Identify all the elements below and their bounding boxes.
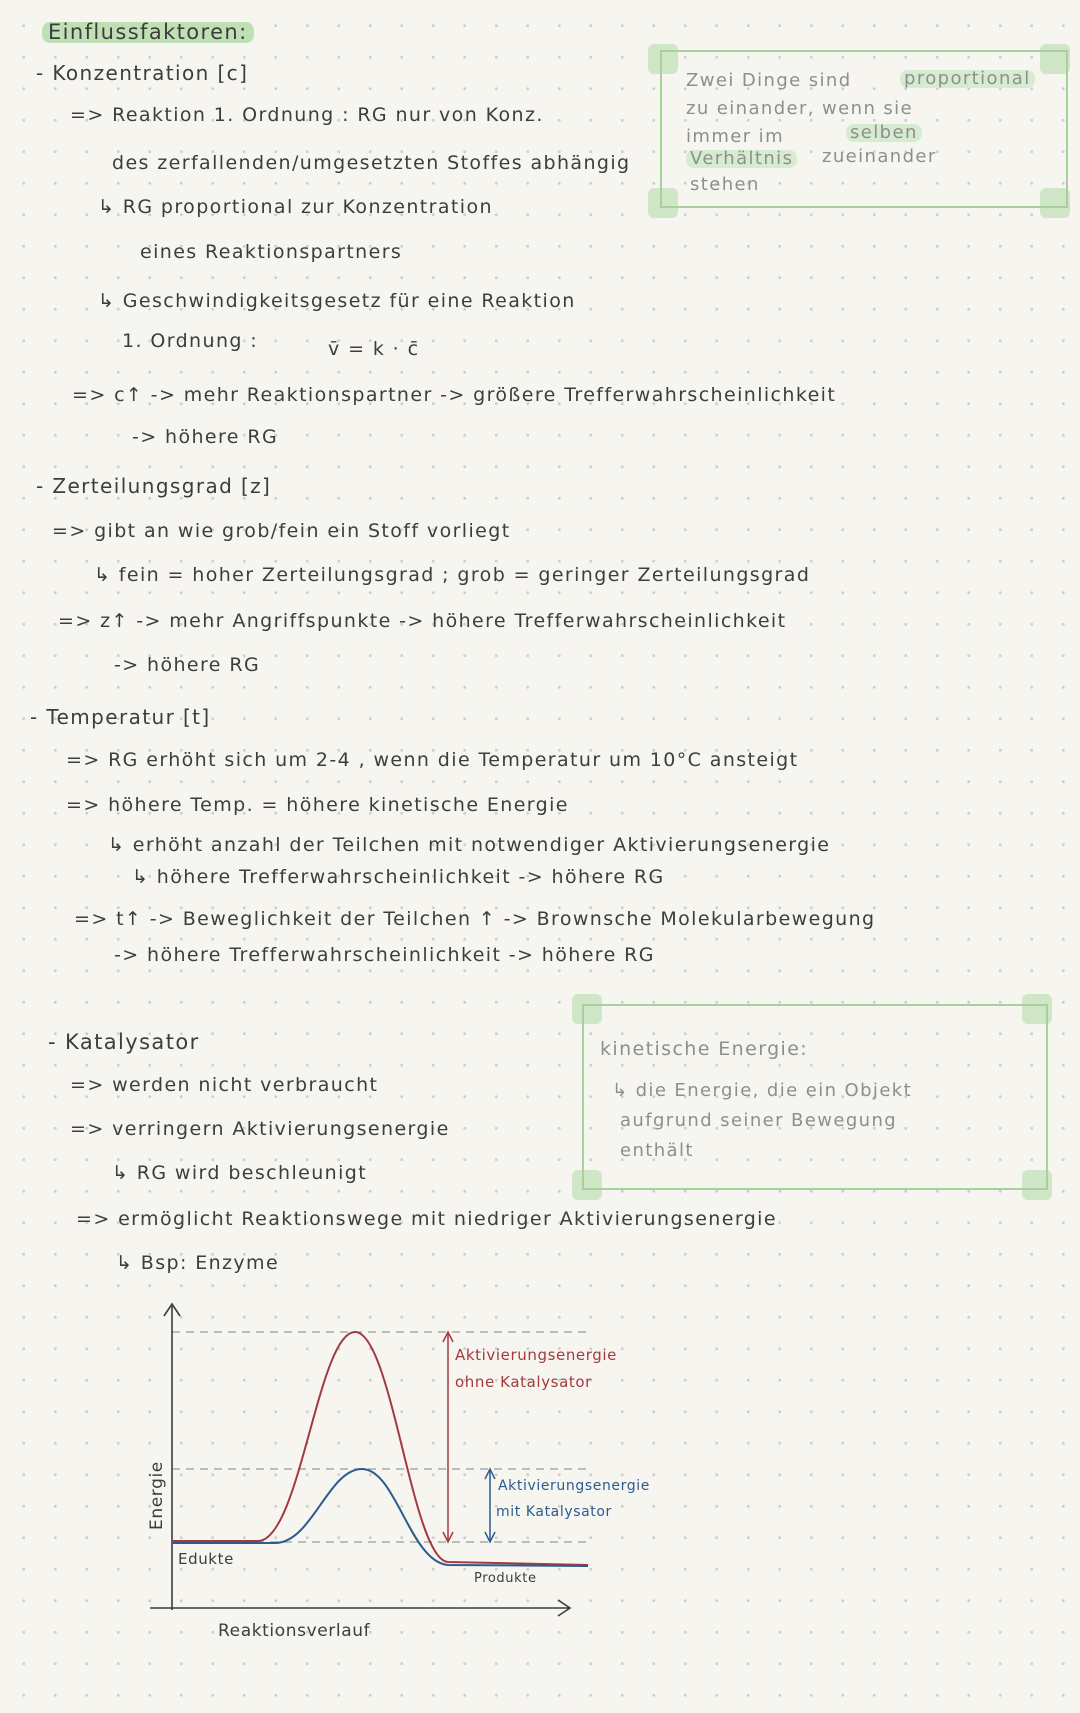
label-red-1: Aktivierungsenergie bbox=[455, 1346, 617, 1364]
label-red-2: ohne Katalysator bbox=[455, 1373, 592, 1391]
note-prop-verhaeltnis: Verhältnis bbox=[686, 150, 797, 168]
zert-line-4: -> höhere RG bbox=[114, 654, 261, 676]
note-prop-selben: selben bbox=[846, 124, 922, 142]
kat-line-1: => werden nicht verbraucht bbox=[70, 1074, 379, 1096]
label-blue-1: Aktivierungsenergie bbox=[498, 1478, 650, 1494]
konz-line-7: => c↑ -> mehr Reaktionspartner -> größere Trefferwahrscheinlichkeit bbox=[72, 384, 837, 406]
note-prop-text-5: stehen bbox=[690, 174, 760, 195]
konz-line-6a: 1. Ordnung : bbox=[122, 330, 259, 352]
konz-line-4: eines Reaktionspartners bbox=[140, 241, 403, 263]
heading-temperatur: - Temperatur [t] bbox=[30, 705, 211, 729]
note-kin-line-1: ↳ die Energie, die ein Objekt bbox=[612, 1080, 913, 1101]
heading-zerteilungsgrad: - Zerteilungsgrad [z] bbox=[36, 474, 272, 498]
kat-line-3: ↳ RG wird beschleunigt bbox=[112, 1162, 368, 1184]
note-prop-proportional: proportional bbox=[900, 70, 1035, 88]
note-kin-title: kinetische Energie: bbox=[600, 1038, 809, 1060]
zert-line-2: ↳ fein = hoher Zerteilungsgrad ; grob = geringer Zerteilungsgrad bbox=[94, 564, 811, 586]
konz-line-8: -> höhere RG bbox=[132, 426, 279, 448]
note-kin-line-2: aufgrund seiner Bewegung bbox=[620, 1110, 898, 1131]
konz-line-2: des zerfallenden/umgesetzten Stoffes abhängig bbox=[112, 152, 631, 174]
kat-line-5: ↳ Bsp: Enzyme bbox=[116, 1252, 280, 1274]
note-prop-text-1: Zwei Dinge sind bbox=[686, 70, 852, 91]
heading-konzentration: - Konzentration [c] bbox=[36, 61, 249, 85]
kat-line-2: => verringern Aktivierungsenergie bbox=[70, 1118, 450, 1140]
label-educts: Edukte bbox=[178, 1550, 234, 1568]
temp-line-3: ↳ erhöht anzahl der Teilchen mit notwendiger Aktivierungsenergie bbox=[108, 834, 831, 856]
zert-line-3: => z↑ -> mehr Angriffspunkte -> höhere Trefferwahrscheinlichkeit bbox=[58, 610, 787, 632]
heading-katalysator: - Katalysator bbox=[48, 1030, 200, 1054]
label-blue-2: mit Katalysator bbox=[496, 1504, 612, 1520]
page-title: Einflussfaktoren: bbox=[42, 22, 254, 43]
kat-line-4: => ermöglicht Reaktionswege mit niedriger Aktivierungsenergie bbox=[76, 1208, 777, 1230]
rate-law-formula: v̄ = k · c̄ bbox=[328, 338, 420, 360]
temp-line-2: => höhere Temp. = höhere kinetische Energie bbox=[66, 794, 569, 816]
temp-line-4: ↳ höhere Trefferwahrscheinlichkeit -> höhere RG bbox=[132, 866, 665, 888]
temp-line-1: => RG erhöht sich um 2-4 , wenn die Temperatur um 10°C ansteigt bbox=[66, 749, 799, 771]
konz-line-5: ↳ Geschwindigkeitsgesetz für eine Reaktion bbox=[98, 290, 576, 312]
curve-uncatalyzed bbox=[172, 1332, 588, 1565]
konz-line-1: => Reaktion 1. Ordnung : RG nur von Konz. bbox=[70, 104, 544, 126]
note-prop-text-3: immer im bbox=[686, 126, 785, 147]
note-kin-line-3: enthält bbox=[620, 1140, 694, 1161]
note-prop-text-2: zu einander, wenn sie bbox=[686, 98, 914, 119]
temp-line-5: => t↑ -> Beweglichkeit der Teilchen ↑ -> Brownsche Molekularbewegung bbox=[74, 908, 876, 930]
note-prop-text-4: zueinander bbox=[822, 146, 937, 167]
konz-line-3: ↳ RG proportional zur Konzentration bbox=[98, 196, 493, 218]
label-products: Produkte bbox=[474, 1571, 537, 1586]
y-axis-label: Energie bbox=[147, 1461, 167, 1530]
x-axis-label: Reaktionsverlauf bbox=[218, 1621, 371, 1641]
zert-line-1: => gibt an wie grob/fein ein Stoff vorliegt bbox=[52, 520, 511, 542]
temp-line-6: -> höhere Trefferwahrscheinlichkeit -> höhere RG bbox=[114, 944, 655, 966]
